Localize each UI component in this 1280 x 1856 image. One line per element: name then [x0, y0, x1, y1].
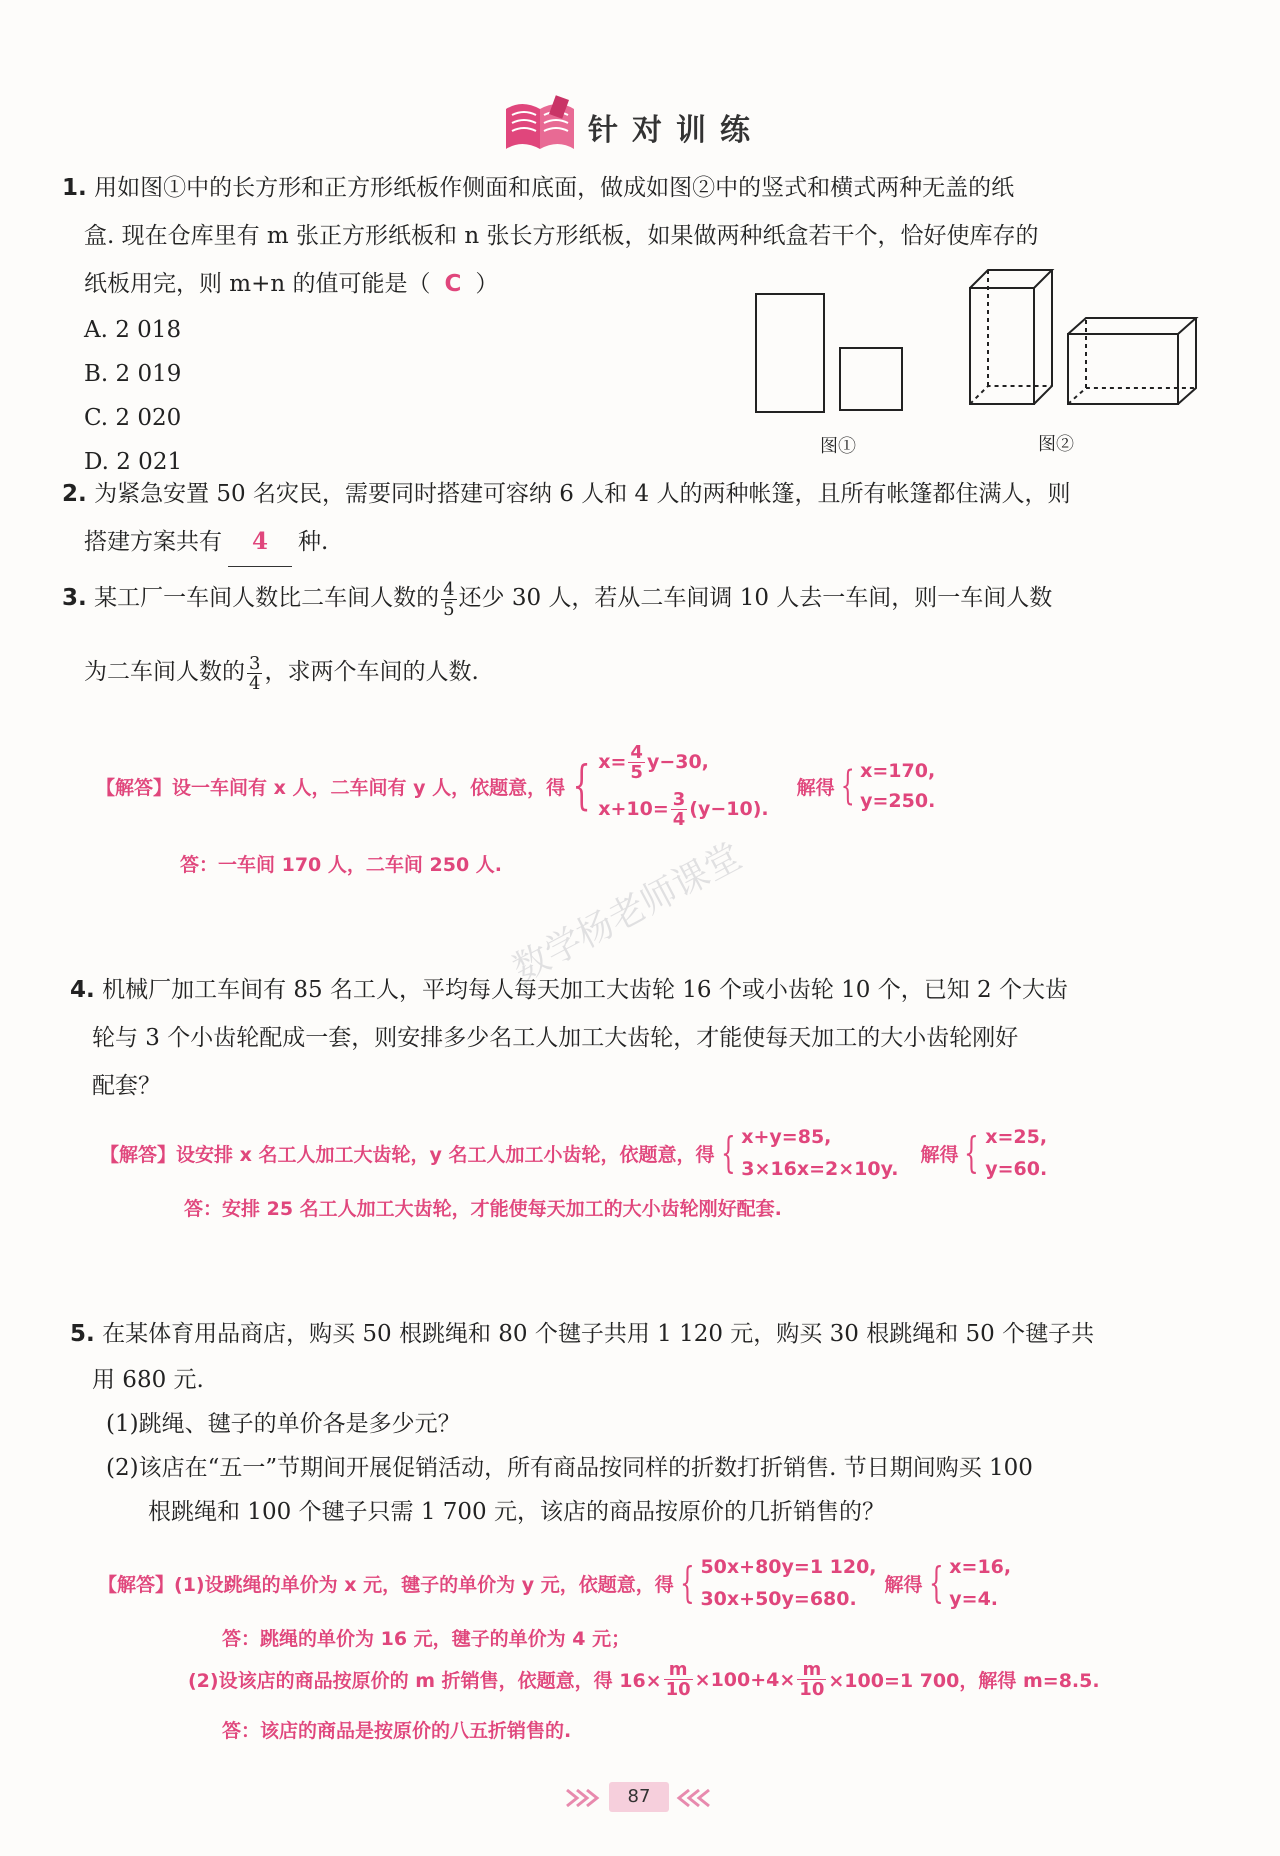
section-header [500, 95, 780, 155]
option-c: C. 2 020 [84, 405, 182, 431]
question-3 [62, 570, 1052, 700]
solution-tag: 【解答】 [100, 1143, 177, 1166]
solution-tag: 【解答】 [96, 776, 173, 799]
question-2 [62, 470, 1070, 567]
square-board [840, 348, 902, 410]
question-text: 搭建方案共有 [84, 529, 222, 555]
subquestion-2: (2)该店在“五一”节期间开展促销活动，所有商品按同样的折数打折销售. 节日期间购买 100 [106, 1455, 1033, 1481]
figure-2-caption: 图② [1038, 434, 1074, 455]
question-text: 盒. 现在仓库里有 m 张正方形纸板和 n 张长方形纸板，如果做两种纸盒若干个，恰好使库存的 [84, 223, 1039, 249]
solution-tag: 【解答】 [98, 1573, 175, 1596]
page-footer [565, 1780, 715, 1816]
solution-5 [98, 1548, 1011, 1618]
question-text: 为紧急安置 50 名灾民，需要同时搭建可容纳 6 人和 4 人的两种帐篷，且所有帐篷都住满人，则 [94, 481, 1071, 507]
solution-text: ×100+4× [694, 1668, 796, 1691]
question-5 [70, 1310, 1094, 1534]
question-number: 5. [70, 1321, 95, 1347]
figure-1-2 [750, 262, 1210, 422]
solution-text: (1)设跳绳的单价为 x 元，毽子的单价为 y 元，依题意，得 [174, 1573, 674, 1596]
fraction: $\frac{3}{4}$ [249, 652, 261, 694]
question-text: ，求两个车间的人数. [264, 659, 479, 685]
solve-word: 解得 [920, 1143, 959, 1166]
question-text: 在某体育用品商店，购买 50 根跳绳和 80 个毽子共用 1 120 元，购买 30 根跳绳和 50 个毽子共 [102, 1321, 1095, 1347]
brace-symbol: { [928, 1558, 944, 1607]
solution-3 [96, 736, 935, 836]
question-number: 1. [62, 175, 87, 201]
book-icon [500, 95, 580, 153]
brace-symbol: { [679, 1558, 695, 1607]
brace-symbol: { [840, 763, 855, 809]
page-number: 87 [609, 1782, 669, 1812]
question-text: 用如图①中的长方形和正方形纸板作侧面和底面，做成如图②中的竖式和横式两种无盖的纸 [94, 175, 1015, 201]
fraction: $\frac{m}{10}$ [665, 1659, 691, 1700]
answer-blank: 4 [228, 518, 292, 567]
solution-5-2 [188, 1660, 1100, 1699]
solution-text: 设安排 x 名工人加工大齿轮，y 名工人加工小齿轮，依题意，得 [176, 1143, 715, 1166]
question-number: 4. [70, 977, 95, 1003]
solution-text: 设一车间有 x 人，二车间有 y 人，依题意，得 [172, 776, 566, 799]
brace-symbol: { [720, 1128, 736, 1177]
answer-5-1: 答：跳绳的单价为 16 元，毽子的单价为 4 元； [222, 1628, 631, 1650]
question-text: ） [475, 271, 499, 297]
option-a: A. 2 018 [84, 317, 182, 343]
result-system: x=25, y=60. [985, 1126, 1048, 1180]
page-title: 针对训练 [588, 113, 764, 148]
result-system: x=170, y=250. [860, 760, 936, 812]
question-4 [70, 966, 1068, 1110]
question-text: 纸板用完，则 m+n 的值可能是（ [84, 271, 431, 297]
brace-symbol: { [572, 756, 591, 816]
question-text: 用 680 元. [92, 1367, 204, 1393]
question-text: 配套？ [92, 1073, 161, 1099]
question-number: 3. [62, 585, 87, 611]
option-b: B. 2 019 [84, 361, 182, 387]
solution-text: ×100=1 700，解得 m=8.5. [828, 1670, 1100, 1692]
question-text: 种. [298, 529, 329, 555]
equation-system: x+y=85, 3×16x=2×10y. [741, 1126, 899, 1180]
subquestion-1: (1)跳绳、毽子的单价各是多少元？ [106, 1411, 461, 1437]
answer-3: 答：一车间 170 人，二车间 250 人. [180, 854, 502, 876]
brace-symbol: { [964, 1128, 980, 1177]
answer-5-2: 答：该店的商品是按原价的八五折销售的. [222, 1720, 572, 1742]
option-d: D. 2 021 [84, 449, 183, 475]
answer-choice: C [444, 271, 462, 297]
chevron-left-icon [673, 1786, 713, 1810]
result-system: x=16, y=4. [949, 1556, 1012, 1610]
solve-word: 解得 [884, 1573, 923, 1596]
solve-word: 解得 [796, 776, 835, 799]
solution-4 [100, 1118, 1047, 1188]
question-text: 为二车间人数的 [84, 659, 245, 685]
subquestion-2-cont: 根跳绳和 100 个毽子只需 1 700 元，该店的商品按原价的几折销售的？ [148, 1499, 885, 1525]
fraction: $\frac{4}{5}$ [443, 578, 455, 620]
watermark: 数学杨老师课堂 [506, 835, 749, 991]
equation-system: x= $\frac{4}{5}$ y−30, x+10= $\frac{3}{4}$ (y−10). [598, 742, 769, 830]
question-text: 轮与 3 个小齿轮配成一套，则安排多少名工人加工大齿轮，才能使每天加工的大小齿轮刚好 [92, 1025, 1019, 1051]
equation-system: 50x+80y=1 120, 30x+50y=680. [700, 1556, 877, 1610]
fraction: $\frac{m}{10}$ [799, 1659, 825, 1700]
question-text: 机械厂加工车间有 85 名工人，平均每人每天加工大齿轮 16 个或小齿轮 10 个，已知 2 个大齿 [102, 977, 1068, 1003]
solution-text: (2)设该店的商品按原价的 m 折销售，依题意，得 16× [188, 1670, 662, 1692]
horizontal-box [1068, 318, 1196, 404]
answer-4: 答：安排 25 名工人加工大齿轮，才能使每天加工的大小齿轮刚好配套. [184, 1198, 782, 1220]
question-number: 2. [62, 481, 87, 507]
figure-1-caption: 图① [820, 436, 856, 457]
question-text: 某工厂一车间人数比二车间人数的 [94, 585, 440, 611]
question-text: 还少 30 人，若从二车间调 10 人去一车间，则一车间人数 [458, 585, 1053, 611]
vertical-box [970, 270, 1052, 404]
chevron-right-icon [565, 1786, 605, 1810]
rectangle-board [756, 294, 824, 412]
